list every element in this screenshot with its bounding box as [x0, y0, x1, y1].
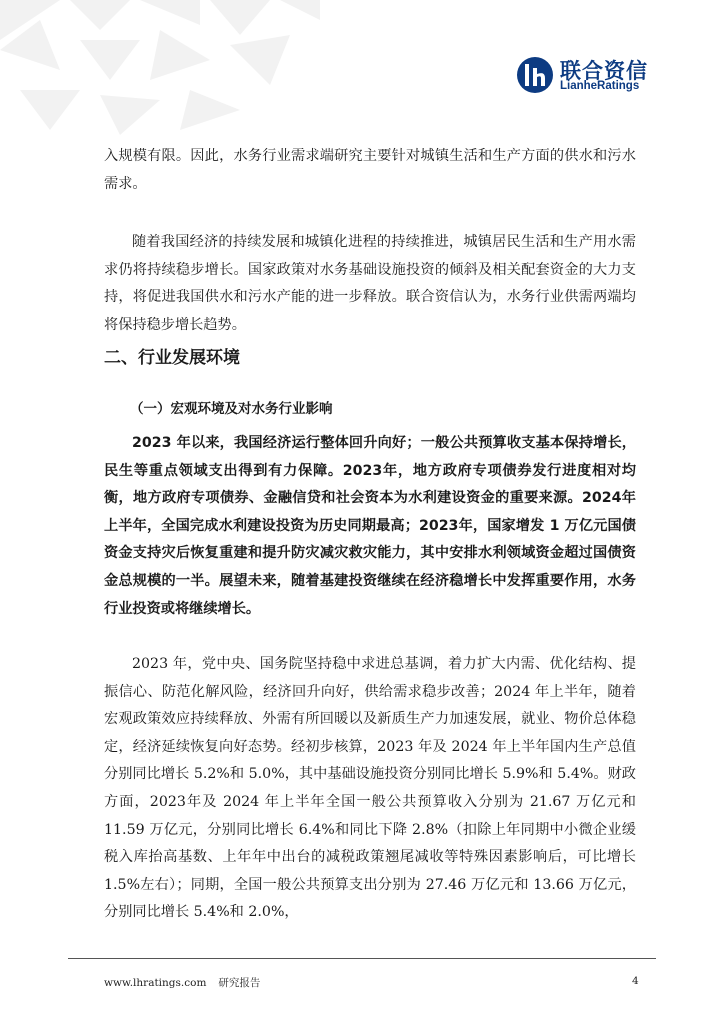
paragraph-continuation: 入规模有限。因此，水务行业需求端研究主要针对城镇生活和生产方面的供水和污水需求。: [104, 148, 636, 192]
footer-website: www.lhratings.com: [104, 977, 207, 989]
footer-left: [104, 975, 260, 990]
footer-divider: [68, 958, 656, 959]
paragraph-summary-bold: 2023 年以来，我国经济运行整体回升向好；一般公共预算收支基本保持增长，民生等重点领域支出得到有力保障。2023年，地方政府专项债券发行进度相对均衡，地方政府专项债券、金融信贷和社会资本为水利建设资金的重要来源。2024年上半年，全国完成水利建设投资为历史同期最高；2023年，国家增发 1 万亿元国债资金支持灾后恢复重建和提升防灾减灾救灾能力，其中安排水利领域资金超过国债资金总规模的一半。展望未来，随着基建投资继续在经济稳增长中发挥重要作用，水务行业投资或将继续增长。: [104, 435, 636, 617]
brand-name-en: LianheRatings: [560, 80, 640, 92]
page-number: 4: [632, 975, 639, 987]
watermark-pattern: [0, 0, 320, 140]
brand-name-cn: 联合资信: [560, 59, 648, 83]
section-title: 二、行业发展环境: [104, 348, 240, 368]
subsection-title: （一）宏观环境及对水务行业影响: [130, 401, 333, 417]
brand-logo: [516, 55, 666, 99]
paragraph-macro-economy: 2023 年，党中央、国务院坚持稳中求进总基调，着力扩大内需、优化结构、提振信心、防范化解风险，经济回升向好，供给需求稳步改善；2024 年上半年，随着宏观政策效应持续释放、外需有所回暖以及新质生产力加速发展，就业、物价总体稳定，经济延续恢复向好态势。经初步核算，2023 年及 2024 年上半年国内生产总值分别同比增长 5.2%和 5.0%，其中基础设施投资分别同比增长 5.9%和 5.4%。财政方面，2023年及 2024 年上半年全国一般公共预算收入分别为 21.67 万亿元和 11.59 万亿元，分别同比增长 6.4%和同比下降 2.8%（扣除上年同期中小微企业缓税入库抬高基数、上年年中出台的减税政策翘尾减收等特殊因素影响后，可比增长 1.5%左右）；同期，全国一般公共预算支出分别为 27.46 万亿元和 13.66 万亿元，分别同比增长 5.4%和 2.0%，: [104, 656, 636, 921]
paragraph-supply-demand-outlook: 随着我国经济的持续发展和城镇化进程的持续推进，城镇居民生活和生产用水需求仍将持续稳步增长。国家政策对水务基础设施投资的倾斜及相关配套资金的大力支持，将促进我国供水和污水产能的进一步释放。联合资信认为，水务行业供需两端均将保持稳步增长趋势。: [104, 234, 636, 333]
footer-doc-type: 研究报告: [218, 977, 261, 989]
lianhe-logo-icon: [516, 56, 554, 94]
